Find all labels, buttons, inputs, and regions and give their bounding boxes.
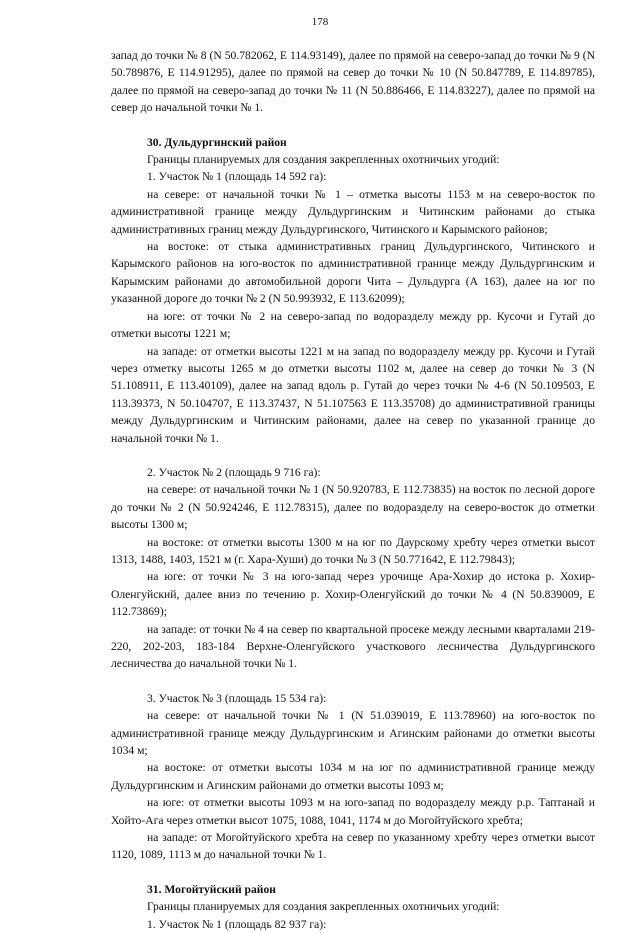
paragraph: на севере: от начальной точки № 1 – отметка высоты 1153 м на северо-восток по административной границе между Дульдургинским и Читинским районами до стыка административных границ между Дульдургинского, Читинского и Карымского районов; (111, 187, 595, 236)
paragraph: на юге: от точки № 3 на юго-запад через урочище Ара-Хохир до истока р. Хохир-Оленгуйский, далее вниз по течению р. Хохир-Оленгуйский до точки № 4 (N 50.839009, E 112.73869); (111, 570, 595, 619)
paragraph: на западе: от Могойтуйского хребта на север по указанному хребту через отметки высот 1120, 1089, 1113 м до начальной точки № 1. (111, 831, 595, 862)
paragraph: на юге: от точки № 2 на северо-запад по водоразделу между рр. Кусочи и Гутай до отметки высоты 1221 м; (111, 309, 595, 341)
plot-heading-1: 1. Участок № 1 (площадь 14 592 га): (147, 170, 327, 184)
paragraph: запад до точки № 8 (N 50.782062, E 114.93149), далее по прямой на северо-запад до точки № 9 (N 50.789876, E 114.91295), далее по прямой на север до точки № 10 (N 50.847789, E 114.89785), далее по прямой на северо-запад до точки № 11 (N 50.886466, E 114.83227), далее по прямой на север до начальной точки № 1. (111, 49, 595, 115)
paragraph: на востоке: от отметки высоты 1034 м на юг по административной границе между Дульдургинским и Агинским районами до отметки высоты 1093 м; (111, 761, 595, 792)
paragraph: на севере: от начальной точки № 1 (N 50.920783, E 112.73835) на восток по лесной дороге до точки № 2 (N 50.924246, E 112.78315), далее по водоразделу на северо-восток до отметки высоты 1300 м; (111, 483, 595, 532)
paragraph: на востоке: от отметки высоты 1300 м на юг по Даурскому хребту через отметки высот 1313, 1488, 1403, 1521 м (г. Хара-Хуши) до точки № 3 (N 50.771642, E 112.79843); (111, 535, 595, 566)
section-heading-30: 30. Дульдургинский район (147, 135, 287, 149)
paragraph: на юге: от отметки высоты 1093 м на юго-запад по водоразделу между р.р. Таптанай и Хойто-Ага через отметки высот 1075, 1088, 1041, 1174 м до Могойтуйского хребта; (111, 796, 595, 827)
paragraph: Границы планируемых для создания закрепленных охотничьих угодий: (147, 900, 500, 914)
paragraph: на западе: от точки № 4 на север по квартальной просеке между лесными кварталами 219-220, 202-203, 183-184 Верхне-Оленгуйского участкового лесничества Дульдургинского лесничества до начальной точки № 1. (111, 622, 595, 671)
page-number: 178 (311, 16, 329, 28)
paragraph: на западе: от отметки высоты 1221 м на запад по водоразделу между рр. Кусочи и Гутай через отметку высоты 1265 м до отметки высоты 1102 м, далее на север до точки № 3 (N 51.108911, E 113.40109), далее на запад вдоль р. Гутай до через точки № 4-6 (N 50.109503, E 113.39373, N 50.104707, E 113.37437, N 51.107563 E 113.35708) до административной границы между Дульдургинским и Читинским районами, далее на север по указанной границе до начальной точки № 1. (111, 344, 595, 445)
paragraph: Границы планируемых для создания закрепленных охотничьих угодий: (147, 153, 500, 167)
document-body (111, 47, 595, 933)
plot-heading-1: 1. Участок № 1 (площадь 82 937 га): (147, 917, 327, 931)
plot-heading-3: 3. Участок № 3 (площадь 15 534 га): (147, 691, 327, 705)
paragraph: на востоке: от стыка административных границ Дульдургинского, Читинского и Карымского районов на юго-восток по административной границе между Дульдургинским и Карымским районами до автомобильной дороги Чита – Дульдурга (А 163), далее на юг по указанной дороге до точки № 2 (N 50.993932, E 113.62099); (111, 240, 595, 306)
plot-heading-2: 2. Участок № 2 (площадь 9 716 га): (147, 465, 321, 479)
paragraph: на севере: от начальной точки № 1 (N 51.039019, E 113.78960) на юго-восток по административной границе между Дульдургинским и Агинским районами до отметки высоты 1034 м; (111, 709, 595, 758)
section-heading-31: 31. Могойтуйский район (147, 882, 276, 896)
